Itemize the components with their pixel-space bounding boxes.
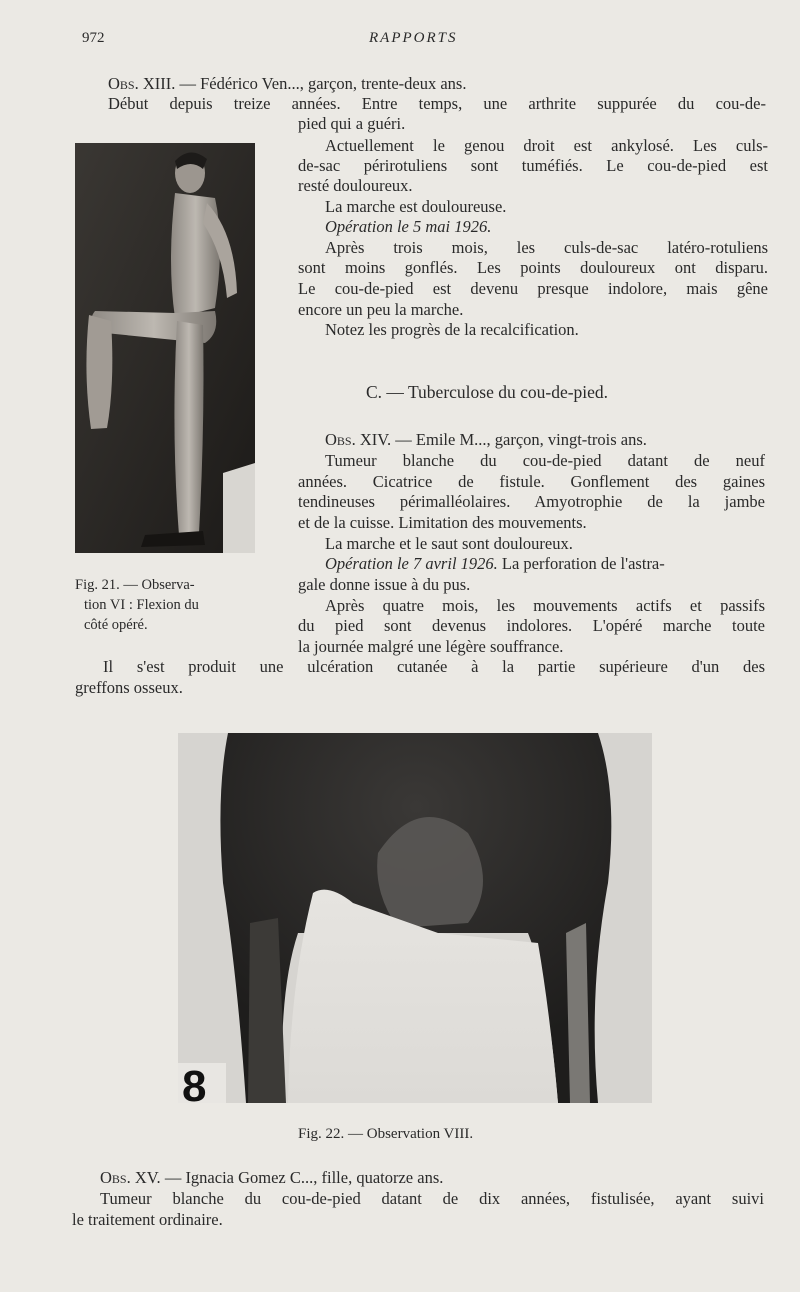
obs14-line-4: et de la cuisse. Limitation des mouvements. [298, 513, 587, 532]
obs14-perforation: La perforation de l'astra- [501, 554, 665, 573]
obs13-line-4: de-sac périrotuliens sont tuméfiés. Le cou-de-pied est [298, 156, 768, 175]
obs15-heading [100, 1168, 443, 1188]
obs14-line-1: Tumeur blanche du cou-de-pied datant de neuf [325, 451, 765, 470]
obs15-line-2: le traitement ordinaire. [72, 1210, 223, 1229]
fig21-caption-line-1 [75, 575, 195, 595]
page-number: 972 [82, 30, 105, 46]
obs13-line-6: La marche est douloureuse. [325, 197, 507, 216]
obs14-heading [325, 430, 647, 450]
obs14-line-2: années. Cicatrice de fistule. Gonflement des gaines [298, 472, 765, 491]
fig22-xray-image [178, 733, 652, 1103]
obs14-line-8: gale donne issue à du pus. [298, 575, 471, 594]
obs13-intro: — Fédérico Ven..., garçon, trente-deux ans. [179, 74, 467, 93]
fig22-marker: 8 [182, 1062, 207, 1103]
obs13-line-11: encore un peu la marche. [298, 300, 464, 319]
fig22-xray-illustration [178, 733, 652, 1103]
obs14-title: Obs. XIV. [325, 430, 392, 449]
obs13-line-5: resté douloureux. [298, 176, 413, 195]
obs14-line-5: La marche et le saut sont douloureux. [325, 534, 573, 553]
fig21-person-illustration [75, 143, 255, 553]
obs13-line-10: Le cou-de-pied est devenu presque indolore, mais gêne [298, 279, 768, 298]
obs14-line-13: greffons osseux. [75, 678, 183, 697]
obs14-operation-line [325, 554, 665, 574]
fig21-caption-line-2: tion VI : Flexion du [84, 597, 199, 613]
obs14-line-12: Il s'est produit une ulcération cutanée à la partie supérieure d'un des [103, 657, 765, 676]
obs15-line-1: Tumeur blanche du cou-de-pied datant de dix années, fistulisée, ayant suivi [100, 1189, 764, 1208]
obs13-line-12: Notez les progrès de la recalcification. [325, 320, 579, 339]
obs14-line-3: tendineuses périmalléolaires. Amyotrophie de la jambe [298, 492, 765, 511]
fig22-caption: Fig. 22. — Observation VIII. [298, 1126, 474, 1142]
obs13-line-1: Début depuis treize années. Entre temps, une arthrite suppurée du cou-de- [108, 94, 766, 113]
obs14-line-10: du pied sont devenus indolores. L'opéré marche toute [298, 616, 765, 635]
section-c-heading: C. — Tuberculose du cou-de-pied. [366, 382, 609, 402]
obs13-title: Obs. XIII. [108, 74, 176, 93]
obs13-operation-date: Opération le 5 mai 1926. [325, 217, 492, 236]
obs15-intro: — Ignacia Gomez C..., fille, quatorze ans. [164, 1168, 444, 1187]
obs14-intro: — Emile M..., garçon, vingt-trois ans. [395, 430, 647, 449]
obs13-line-3: Actuellement le genou droit est ankylosé. Les culs- [325, 136, 768, 155]
obs15-title: Obs. XV. [100, 1168, 161, 1187]
obs14-line-11: la journée malgré une légère souffrance. [298, 637, 564, 656]
obs14-line-9: Après quatre mois, les mouvements actifs et passifs [325, 596, 765, 615]
obs14-operation-date: Opération le 7 avril 1926. [325, 554, 498, 573]
fig21-caption-line-3: côté opéré. [84, 617, 148, 633]
obs13-heading [108, 74, 466, 94]
fig21-photograph [75, 143, 255, 553]
obs13-line-9: sont moins gonflés. Les points douloureux ont disparu. [298, 258, 768, 277]
obs13-line-2: pied qui a guéri. [298, 114, 406, 133]
running-title: RAPPORTS [369, 30, 458, 46]
fig21-caption-text-1: Fig. 21. — Observa- [75, 577, 195, 593]
obs13-line-8: Après trois mois, les culs-de-sac latéro-rotuliens [325, 238, 768, 257]
